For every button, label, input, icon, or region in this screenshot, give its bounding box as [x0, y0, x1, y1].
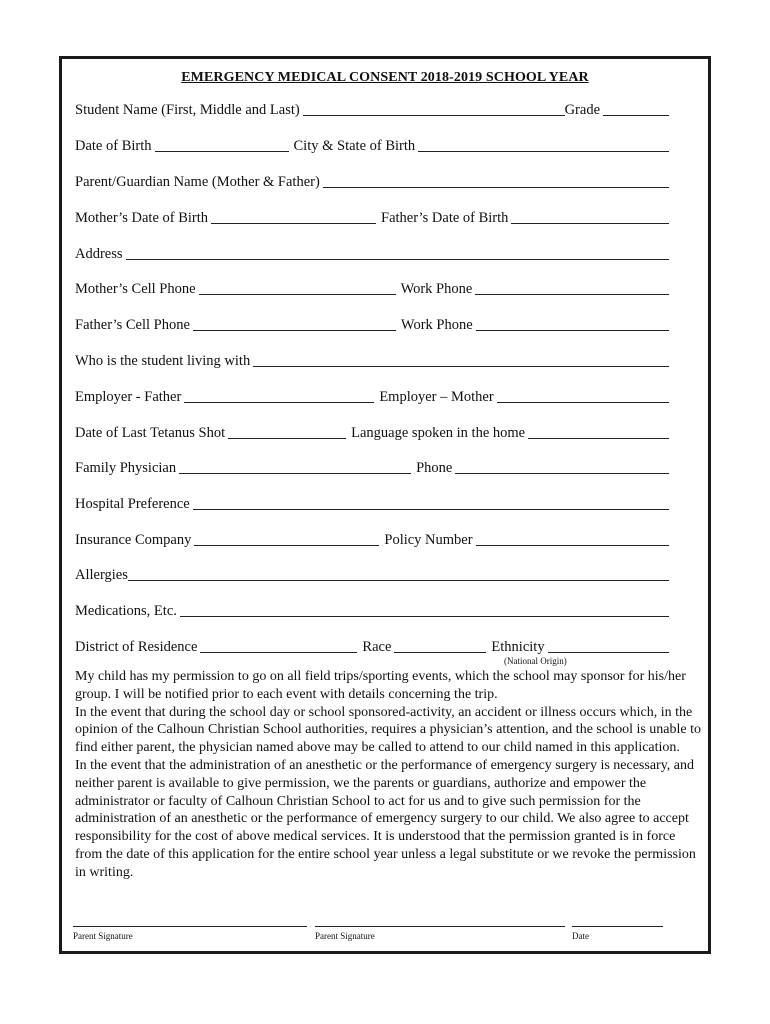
- district-field[interactable]: [200, 638, 357, 653]
- student-name-label: Student Name (First, Middle and Last): [75, 102, 300, 118]
- parent-signature-2-label: Parent Signature: [315, 931, 375, 941]
- policy-label: Policy Number: [384, 532, 473, 548]
- ethnicity-field[interactable]: [548, 638, 669, 653]
- parent-signature-1-label: Parent Signature: [73, 931, 133, 941]
- date-label: Date: [572, 931, 589, 941]
- row-mother-phones: [75, 278, 669, 298]
- row-birth: [75, 135, 669, 155]
- form-title: EMERGENCY MEDICAL CONSENT 2018-2019 SCHOOL YEAR: [181, 70, 589, 85]
- row-hospital: [75, 493, 669, 513]
- address-label: Address: [75, 246, 123, 262]
- policy-field[interactable]: [476, 531, 669, 546]
- row-parent-dob: [75, 207, 669, 227]
- parent-signature-2-field[interactable]: [315, 925, 565, 927]
- address-field[interactable]: [126, 245, 669, 260]
- language-label: Language spoken in the home: [351, 425, 526, 441]
- medications-label: Medications, Etc.: [75, 603, 177, 619]
- parent-signature-1-field[interactable]: [73, 925, 307, 927]
- dob-label: Date of Birth: [75, 138, 152, 154]
- father-dob-field[interactable]: [511, 209, 669, 224]
- consent-paragraph-surgery: In the event that the administration of an anesthetic or the performance of emergency surgery is necessary, and neither parent is available to give permission, we the parents or guardians, authorize and empower the administrator or faculty of Calhoun Christian School to act for us and to give such permission for the administration of an anesthetic or the performance of emergency surgery to our child. We also agree to accept responsibility for the cost of above medical services. It is understood that the permission granted is in force from the date of this application for the entire school year unless a legal substitute or we revoke the permission in writing.: [75, 757, 696, 880]
- physician-label: Family Physician: [75, 460, 177, 476]
- mother-cell-label: Mother’s Cell Phone: [75, 281, 196, 297]
- city-state-birth-field[interactable]: [418, 137, 669, 152]
- date-field[interactable]: [572, 925, 663, 927]
- parent-guardian-field[interactable]: [323, 173, 669, 188]
- row-employers: [75, 386, 669, 406]
- employer-father-field[interactable]: [184, 388, 374, 403]
- row-medications: [75, 600, 669, 620]
- form-frame: [59, 56, 711, 954]
- physician-field[interactable]: [179, 459, 411, 474]
- consent-paragraph-physician: In the event that during the school day or school sponsored-activity, an accident or illness occurs which, in the opinion of the Calhoun Christian School authorities, requires a physician’s attention, and the school is unable to find either parent, the physician named above may be called to attend to our child named in this application.: [75, 704, 702, 756]
- row-student-name: [75, 99, 669, 119]
- father-work-label: Work Phone: [400, 317, 473, 333]
- city-state-birth-label: City & State of Birth: [293, 138, 416, 154]
- living-with-label: Who is the student living with: [75, 353, 251, 369]
- phone-field[interactable]: [455, 459, 669, 474]
- ethnicity-note: (National Origin): [504, 656, 567, 666]
- insurance-label: Insurance Company: [75, 532, 192, 548]
- row-parent-guardian: [75, 171, 669, 191]
- living-with-field[interactable]: [253, 352, 669, 367]
- insurance-field[interactable]: [194, 531, 379, 546]
- student-name-field[interactable]: [303, 101, 565, 116]
- grade-field[interactable]: [603, 101, 669, 116]
- employer-father-label: Employer - Father: [75, 389, 182, 405]
- father-dob-label: Father’s Date of Birth: [381, 210, 509, 226]
- allergies-label: Allergies: [75, 567, 128, 583]
- employer-mother-label: Employer – Mother: [379, 389, 494, 405]
- medications-field[interactable]: [180, 602, 669, 617]
- row-allergies: [75, 564, 669, 584]
- row-district: [75, 636, 669, 656]
- tetanus-label: Date of Last Tetanus Shot: [75, 425, 226, 441]
- row-tetanus-language: [75, 422, 669, 442]
- grade-label: Grade: [564, 102, 600, 118]
- allergies-field[interactable]: [128, 566, 669, 581]
- row-father-phones: [75, 314, 669, 334]
- dob-field[interactable]: [155, 137, 289, 152]
- race-label: Race: [362, 639, 392, 655]
- mother-dob-label: Mother’s Date of Birth: [75, 210, 209, 226]
- father-cell-label: Father’s Cell Phone: [75, 317, 190, 333]
- father-work-field[interactable]: [476, 316, 669, 331]
- consent-paragraph-trips: My child has my permission to go on all field trips/sporting events, which the school may sponsor for his/her group. I will be notified prior to each event with details concerning the trip.: [75, 669, 686, 702]
- hospital-field[interactable]: [193, 495, 669, 510]
- hospital-label: Hospital Preference: [75, 496, 190, 512]
- employer-mother-field[interactable]: [497, 388, 669, 403]
- language-field[interactable]: [528, 424, 669, 439]
- parent-guardian-label: Parent/Guardian Name (Mother & Father): [75, 174, 320, 190]
- tetanus-field[interactable]: [228, 424, 346, 439]
- race-field[interactable]: [394, 638, 486, 653]
- row-address: [75, 243, 669, 263]
- father-cell-field[interactable]: [193, 316, 396, 331]
- mother-work-field[interactable]: [475, 280, 669, 295]
- district-label: District of Residence: [75, 639, 198, 655]
- phone-label: Phone: [416, 460, 453, 476]
- mother-dob-field[interactable]: [211, 209, 376, 224]
- row-living-with: [75, 350, 669, 370]
- row-physician: [75, 457, 669, 477]
- ethnicity-label: Ethnicity: [491, 639, 545, 655]
- mother-cell-field[interactable]: [199, 280, 396, 295]
- mother-work-label: Work Phone: [400, 281, 473, 297]
- row-insurance: [75, 529, 669, 549]
- consent-text: [75, 668, 705, 882]
